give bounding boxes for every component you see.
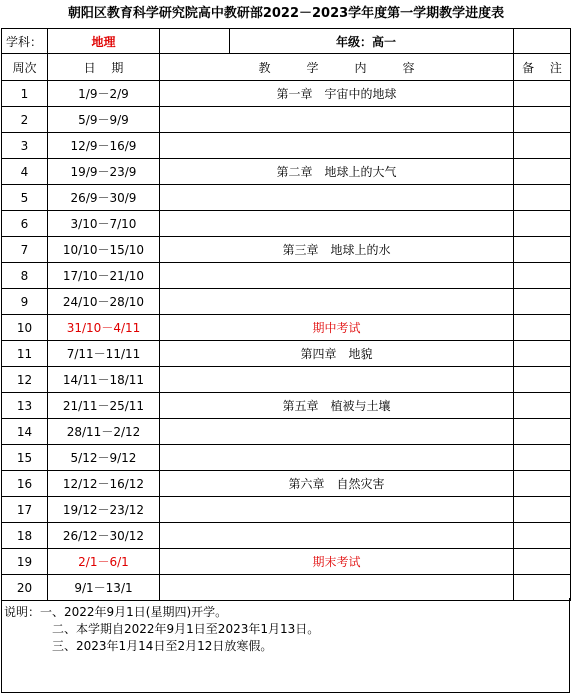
date-cell: 7/11－11/11 bbox=[48, 341, 160, 367]
grade-cell bbox=[230, 29, 514, 54]
table-row bbox=[2, 523, 571, 549]
week-cell: 19 bbox=[2, 549, 48, 575]
week-cell: 15 bbox=[2, 445, 48, 471]
date-cell: 26/12－30/12 bbox=[48, 523, 160, 549]
week-cell: 6 bbox=[2, 211, 48, 237]
content-cell bbox=[160, 211, 514, 237]
grade-label: 年级： bbox=[336, 34, 373, 49]
header-remarks: 备 注 bbox=[514, 54, 571, 81]
remark-cell bbox=[514, 575, 571, 601]
week-cell: 20 bbox=[2, 575, 48, 601]
table-row bbox=[2, 367, 571, 393]
week-cell: 14 bbox=[2, 419, 48, 445]
table-row bbox=[2, 471, 571, 497]
schedule-table bbox=[1, 28, 571, 601]
week-cell: 17 bbox=[2, 497, 48, 523]
table-row bbox=[2, 81, 571, 107]
content-cell bbox=[160, 367, 514, 393]
remark-cell bbox=[514, 159, 571, 185]
remark-cell bbox=[514, 367, 571, 393]
week-cell: 9 bbox=[2, 289, 48, 315]
note-line-3: 三、2023年1月14日至2月12日放寒假。 bbox=[52, 639, 273, 653]
header-content: 教 学 内 容 bbox=[160, 54, 514, 81]
date-cell: 17/10－21/10 bbox=[48, 263, 160, 289]
week-cell: 12 bbox=[2, 367, 48, 393]
remark-cell bbox=[514, 445, 571, 471]
table-row bbox=[2, 315, 571, 341]
remark-cell bbox=[514, 549, 571, 575]
week-cell: 13 bbox=[2, 393, 48, 419]
date-cell: 1/9－2/9 bbox=[48, 81, 160, 107]
table-row bbox=[2, 549, 571, 575]
week-cell: 3 bbox=[2, 133, 48, 159]
table-row bbox=[2, 393, 571, 419]
info-remark-spacer bbox=[514, 29, 571, 54]
header-row bbox=[2, 54, 571, 81]
content-cell bbox=[160, 263, 514, 289]
table-row bbox=[2, 211, 571, 237]
date-cell: 2/1－6/1 bbox=[48, 549, 160, 575]
content-cell bbox=[160, 523, 514, 549]
remark-cell bbox=[514, 471, 571, 497]
content-cell: 期中考试 bbox=[160, 315, 514, 341]
content-cell: 第四章 地貌 bbox=[160, 341, 514, 367]
date-cell: 21/11－25/11 bbox=[48, 393, 160, 419]
table-row bbox=[2, 341, 571, 367]
content-cell bbox=[160, 107, 514, 133]
remark-cell bbox=[514, 315, 571, 341]
content-cell: 第一章 宇宙中的地球 bbox=[160, 81, 514, 107]
content-cell bbox=[160, 289, 514, 315]
table-row bbox=[2, 497, 571, 523]
week-cell: 1 bbox=[2, 81, 48, 107]
content-cell bbox=[160, 445, 514, 471]
content-cell: 第二章 地球上的大气 bbox=[160, 159, 514, 185]
week-cell: 5 bbox=[2, 185, 48, 211]
date-cell: 19/9－23/9 bbox=[48, 159, 160, 185]
header-week: 周次 bbox=[2, 54, 48, 81]
date-cell: 26/9－30/9 bbox=[48, 185, 160, 211]
week-cell: 8 bbox=[2, 263, 48, 289]
date-cell: 12/12－16/12 bbox=[48, 471, 160, 497]
date-cell: 19/12－23/12 bbox=[48, 497, 160, 523]
content-cell: 第三章 地球上的水 bbox=[160, 237, 514, 263]
content-cell: 第六章 自然灾害 bbox=[160, 471, 514, 497]
content-cell bbox=[160, 497, 514, 523]
date-cell: 12/9－16/9 bbox=[48, 133, 160, 159]
content-cell bbox=[160, 419, 514, 445]
remark-cell bbox=[514, 133, 571, 159]
page-title: 朝阳区教育科学研究院高中教研部2022－2023学年度第一学期教学进度表 bbox=[67, 6, 505, 21]
grade-value: 高一 bbox=[372, 34, 397, 49]
subject-value: 地理 bbox=[48, 29, 160, 54]
content-cell bbox=[160, 133, 514, 159]
info-row bbox=[2, 29, 571, 54]
date-cell: 14/11－18/11 bbox=[48, 367, 160, 393]
content-cell bbox=[160, 575, 514, 601]
header-date: 日 期 bbox=[48, 54, 160, 81]
week-cell: 16 bbox=[2, 471, 48, 497]
remark-cell bbox=[514, 107, 571, 133]
remark-cell bbox=[514, 289, 571, 315]
remark-cell bbox=[514, 237, 571, 263]
content-cell bbox=[160, 185, 514, 211]
table-row bbox=[2, 289, 571, 315]
remark-cell bbox=[514, 185, 571, 211]
note-line-2: 二、本学期自2022年9月1日至2023年1月13日。 bbox=[52, 622, 320, 636]
date-cell: 24/10－28/10 bbox=[48, 289, 160, 315]
week-cell: 10 bbox=[2, 315, 48, 341]
schedule-rows bbox=[2, 81, 571, 601]
table-row bbox=[2, 575, 571, 601]
date-cell: 10/10－15/10 bbox=[48, 237, 160, 263]
week-cell: 4 bbox=[2, 159, 48, 185]
info-spacer bbox=[160, 29, 230, 54]
date-cell: 9/1－13/1 bbox=[48, 575, 160, 601]
table-row bbox=[2, 419, 571, 445]
remark-cell bbox=[514, 393, 571, 419]
notes-box bbox=[1, 598, 570, 693]
date-cell: 5/9－9/9 bbox=[48, 107, 160, 133]
table-row bbox=[2, 185, 571, 211]
remark-cell bbox=[514, 419, 571, 445]
date-cell: 3/10－7/10 bbox=[48, 211, 160, 237]
table-row bbox=[2, 107, 571, 133]
date-cell: 5/12－9/12 bbox=[48, 445, 160, 471]
remark-cell bbox=[514, 341, 571, 367]
remark-cell bbox=[514, 523, 571, 549]
content-cell: 期末考试 bbox=[160, 549, 514, 575]
week-cell: 18 bbox=[2, 523, 48, 549]
content-cell: 第五章 植被与土壤 bbox=[160, 393, 514, 419]
remark-cell bbox=[514, 81, 571, 107]
week-cell: 11 bbox=[2, 341, 48, 367]
table-row bbox=[2, 237, 571, 263]
remark-cell bbox=[514, 211, 571, 237]
date-cell: 31/10－4/11 bbox=[48, 315, 160, 341]
week-cell: 7 bbox=[2, 237, 48, 263]
note-line-1: 说明：一、2022年9月1日(星期四)开学。 bbox=[4, 605, 228, 619]
table-row bbox=[2, 133, 571, 159]
table-row bbox=[2, 159, 571, 185]
remark-cell bbox=[514, 263, 571, 289]
remark-cell bbox=[514, 497, 571, 523]
subject-label: 学科： bbox=[2, 29, 48, 54]
table-row bbox=[2, 263, 571, 289]
table-row bbox=[2, 445, 571, 471]
week-cell: 2 bbox=[2, 107, 48, 133]
date-cell: 28/11－2/12 bbox=[48, 419, 160, 445]
